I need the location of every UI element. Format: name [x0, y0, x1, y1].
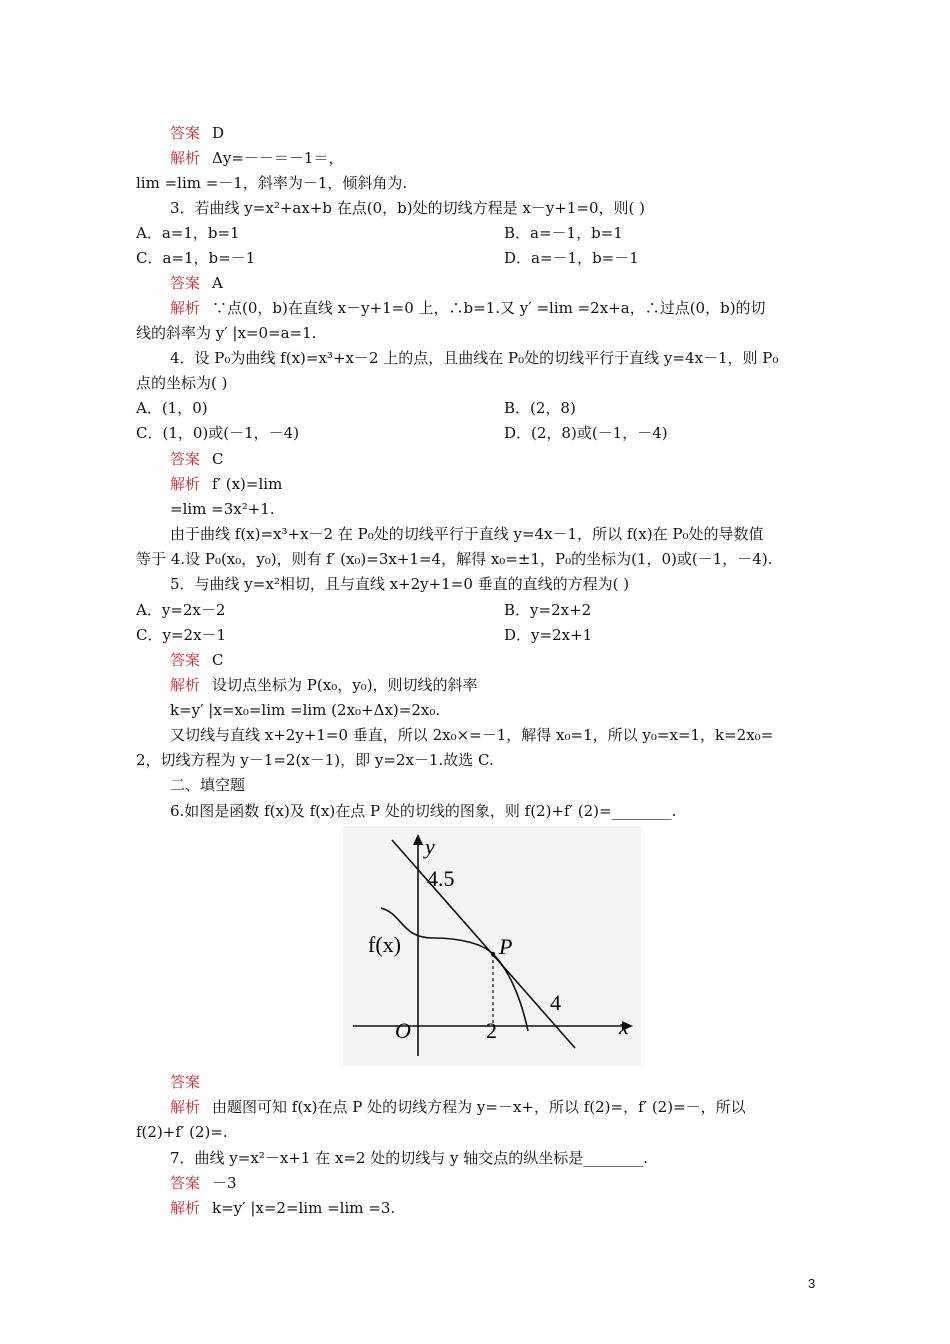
- q4-option-b: B．(2，8): [504, 399, 576, 417]
- q6-analysis-text: 由题图可知 f(x)在点 P 处的切线方程为 y=－x+，所以 f(2)=，f′ (2)=－，所以: [212, 1098, 746, 1116]
- analysis-label: 解析: [170, 475, 201, 493]
- y-axis-label: y: [425, 834, 435, 859]
- q6-figure: [343, 826, 641, 1066]
- q3-option-a: A．a=1，b=1: [136, 224, 240, 242]
- answer-label: 答案: [170, 124, 201, 142]
- q4-analysis-2: =lim =3x²+1.: [170, 500, 275, 518]
- answer-label: 答案: [170, 450, 201, 468]
- q2-answer: D: [212, 124, 225, 142]
- q4-analysis-4: 等于 4.设 P₀(x₀，y₀)，则有 f′ (x₀)=3x+1=4，解得 x₀=±1，P₀的坐标为(1，0)或(－1，－4).: [136, 550, 773, 568]
- q3-option-b: B．a=－1，b=1: [504, 224, 623, 242]
- answer-label: 答案: [170, 651, 201, 669]
- fx-label: f(x): [368, 932, 401, 957]
- x-axis-label: x: [619, 1014, 629, 1039]
- q3-option-c: C．a=1，b=－1: [136, 249, 256, 267]
- q3-option-d: D．a=－1，b=－1: [504, 249, 639, 267]
- q2-analysis-line: [170, 148, 343, 168]
- answer-label: 答案: [170, 274, 201, 292]
- q4-answer-line: [170, 449, 224, 469]
- section-title: 二、填空题: [170, 776, 246, 794]
- q7-answer-line: [170, 1173, 237, 1193]
- q7-analysis-line: [170, 1198, 395, 1218]
- page-number: 3: [808, 1276, 816, 1291]
- q4-option-a: A．(1，0): [136, 399, 208, 417]
- q5-option-d: D．y=2x+1: [504, 626, 593, 644]
- q5-answer: C: [212, 651, 224, 669]
- origin-label: O: [395, 1018, 411, 1043]
- q3-answer: A: [212, 274, 223, 292]
- q2-analysis-2: lim =lim =－1，斜率为－1，倾斜角为.: [136, 174, 408, 192]
- tick-2-label: 2: [486, 1018, 497, 1043]
- q4-option-c: C．(1，0)或(－1，－4): [136, 424, 300, 442]
- analysis-label: 解析: [170, 1199, 201, 1217]
- analysis-label: 解析: [170, 149, 201, 167]
- q6-analysis-line: [170, 1097, 746, 1117]
- q7-stem: 7．曲线 y=x²－x+1 在 x=2 处的切线与 y 轴交点的纵坐标是________.: [170, 1149, 649, 1167]
- q4-stem-1: 4．设 P₀为曲线 f(x)=x³+x－2 上的点，且曲线在 P₀处的切线平行于直线 y=4x－1，则 P₀: [170, 349, 779, 367]
- q4-analysis-line: [170, 474, 282, 494]
- q5-analysis-2: k=y′ |x=x₀=lim =lim (2x₀+Δx)=2x₀.: [170, 701, 441, 719]
- q3-answer-line: [170, 273, 223, 293]
- q4-analysis-3: 由于曲线 f(x)=x³+x－2 在 P₀处的切线平行于直线 y=4x－1，所以 f(x)在 P₀处的导数值: [170, 525, 764, 543]
- q4-answer: C: [212, 450, 224, 468]
- intercept-4-label: 4: [550, 990, 561, 1015]
- q6-answer-line: [170, 1072, 212, 1092]
- analysis-label: 解析: [170, 299, 201, 317]
- point-p: [491, 952, 495, 956]
- q3-analysis-text: ∵点(0，b)在直线 x－y+1=0 上，∴b=1.又 y′ =lim =2x+a，∴过点(0，b)的切: [212, 299, 766, 317]
- q4-stem-2: 点的坐标为( ): [136, 374, 228, 392]
- q5-option-a: A．y=2x－2: [136, 601, 226, 619]
- q5-analysis-text: 设切点坐标为 P(x₀，y₀)，则切线的斜率: [212, 676, 478, 694]
- q2-answer-line: [170, 123, 224, 143]
- answer-label: 答案: [170, 1174, 201, 1192]
- q3-stem: 3．若曲线 y=x²+ax+b 在点(0，b)处的切线方程是 x－y+1=0，则( ): [170, 199, 645, 217]
- q5-option-c: C．y=2x－1: [136, 626, 227, 644]
- q6-analysis-2: f(2)+f′ (2)=.: [136, 1123, 228, 1141]
- q5-analysis-4: 2，切线方程为 y－1=2(x－1)，即 y=2x－1.故选 C.: [136, 751, 494, 769]
- q5-answer-line: [170, 650, 224, 670]
- q2-analysis-text: Δy=－－＝－1＝，: [212, 149, 344, 167]
- q5-option-b: B．y=2x+2: [504, 601, 592, 619]
- q5-stem: 5．与曲线 y=x²相切，且与直线 x+2y+1=0 垂直的直线的方程为( ): [170, 575, 630, 593]
- analysis-label: 解析: [170, 1098, 201, 1116]
- intercept-4-5-label: 4.5: [427, 866, 455, 891]
- analysis-label: 解析: [170, 676, 201, 694]
- p-label: P: [499, 934, 513, 959]
- q7-analysis-text: k=y′ |x=2=lim =lim =3.: [212, 1199, 396, 1217]
- q5-analysis-line: [170, 675, 478, 695]
- q3-analysis-line: [170, 298, 766, 318]
- q6-stem: 6.如图是函数 f(x)及 f(x)在点 P 处的切线的图象，则 f(2)+f′ (2)=________.: [170, 802, 677, 820]
- q3-analysis-2: 线的斜率为 y′ |x=0=a=1.: [136, 324, 317, 342]
- answer-label: 答案: [170, 1073, 201, 1091]
- q4-option-d: D．(2，8)或(－1，－4): [504, 424, 668, 442]
- q4-analysis-text: f′ (x)=lim: [212, 475, 283, 493]
- q5-analysis-3: 又切线与直线 x+2y+1=0 垂直，所以 2x₀×=－1，解得 x₀=1，所以 y₀=x=1，k=2x₀=: [170, 726, 774, 744]
- q7-answer: －3: [212, 1174, 237, 1192]
